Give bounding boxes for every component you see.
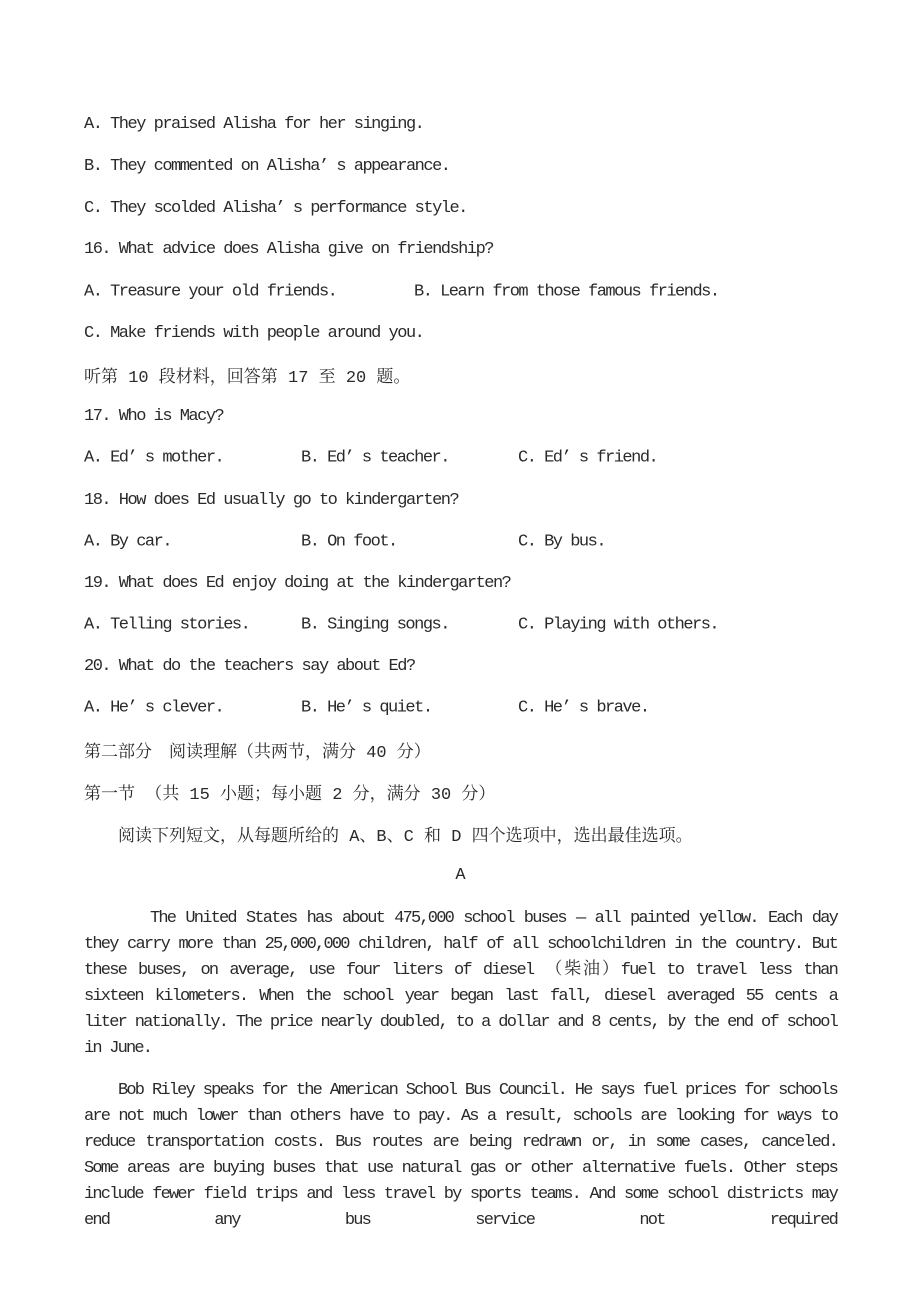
- option-cell: A. Treasure your old friends.: [84, 282, 337, 302]
- listening-section: [84, 104, 837, 729]
- option-cell: A. He’ s clever.: [84, 698, 224, 718]
- option-cell: B. He’ s quiet.: [301, 698, 432, 718]
- option-cell: C. By bus.: [518, 532, 606, 552]
- option-cell: B. On foot.: [301, 532, 397, 552]
- option-cell: A. Telling stories.: [84, 615, 250, 635]
- question-line: B. They commented on Alisha’ s appearance.: [84, 157, 450, 177]
- reading-instruction: 阅读下列短文，从每题所给的 A、B、C 和 D 四个选项中，选出最佳选项。: [118, 827, 693, 847]
- option-cell: A. Ed’ s mother.: [84, 448, 224, 468]
- option-cell: C. He’ s brave.: [518, 698, 649, 718]
- page-content: [84, 104, 837, 1234]
- question-line: 16. What advice does Alisha give on friendship?: [84, 240, 493, 260]
- question-line: 18. How does Ed usually go to kindergarten?: [84, 490, 459, 510]
- options-row: [84, 688, 837, 730]
- option-cell: C. Ed’ s friend.: [518, 448, 658, 468]
- options-row: [84, 521, 837, 563]
- listening-instruction-line: 听第 10 段材料，回答第 17 至 20 题。: [84, 368, 411, 388]
- option-cell: C. Playing with others.: [518, 615, 719, 635]
- question-line: 17. Who is Macy?: [84, 407, 224, 427]
- passage-a-label: A: [455, 865, 466, 885]
- part2-reading-header: 第二部分 阅读理解（共两节，满分 40 分）: [84, 744, 431, 764]
- option-cell: B. Ed’ s teacher.: [301, 448, 449, 468]
- passage-paragraph: Bob Riley speaks for the American School Bus Council. He says fuel prices for schools are not much lower than others have to pay. As a result, schools are looking for ways to reduce transportation costs. Bus routes are being redrawn or, in some cases, canceled. Some areas are buying buses that use natural gas or other alternative fuels. Other steps include fewer field trips and less travel by sports teams. And some school districts may end any bus service not required: [84, 1081, 837, 1231]
- question-line: C. Make friends with people around you.: [84, 323, 424, 343]
- option-cell: B. Learn from those famous friends.: [414, 282, 719, 302]
- question-line: C. They scolded Alisha’ s performance style.: [84, 198, 467, 218]
- question-line: 19. What does Ed enjoy doing at the kindergarten?: [84, 573, 511, 593]
- options-row: [84, 271, 837, 313]
- passage-paragraph: The United States has about 475,000 school buses — all painted yellow. Each day they carry more than 25,000,000 children, half of all schoolchildren in the country. But these buses, on average, use four liters of diesel （柴油）fuel to travel less than sixteen kilometers. When the school year began last fall, diesel averaged 55 cents a liter nationally. The price nearly doubled, to a dollar and 8 cents, by the end of school in June.: [84, 909, 837, 1059]
- option-cell: A. By car.: [84, 532, 172, 552]
- passage-a: [84, 906, 837, 1234]
- section1-header: 第一节 （共 15 小题；每小题 2 分，满分 30 分）: [84, 785, 496, 805]
- question-line: 20. What do the teachers say about Ed?: [84, 657, 415, 677]
- options-row: [84, 604, 837, 646]
- options-row: [84, 438, 837, 480]
- option-cell: B. Singing songs.: [301, 615, 449, 635]
- question-line: A. They praised Alisha for her singing.: [84, 115, 424, 135]
